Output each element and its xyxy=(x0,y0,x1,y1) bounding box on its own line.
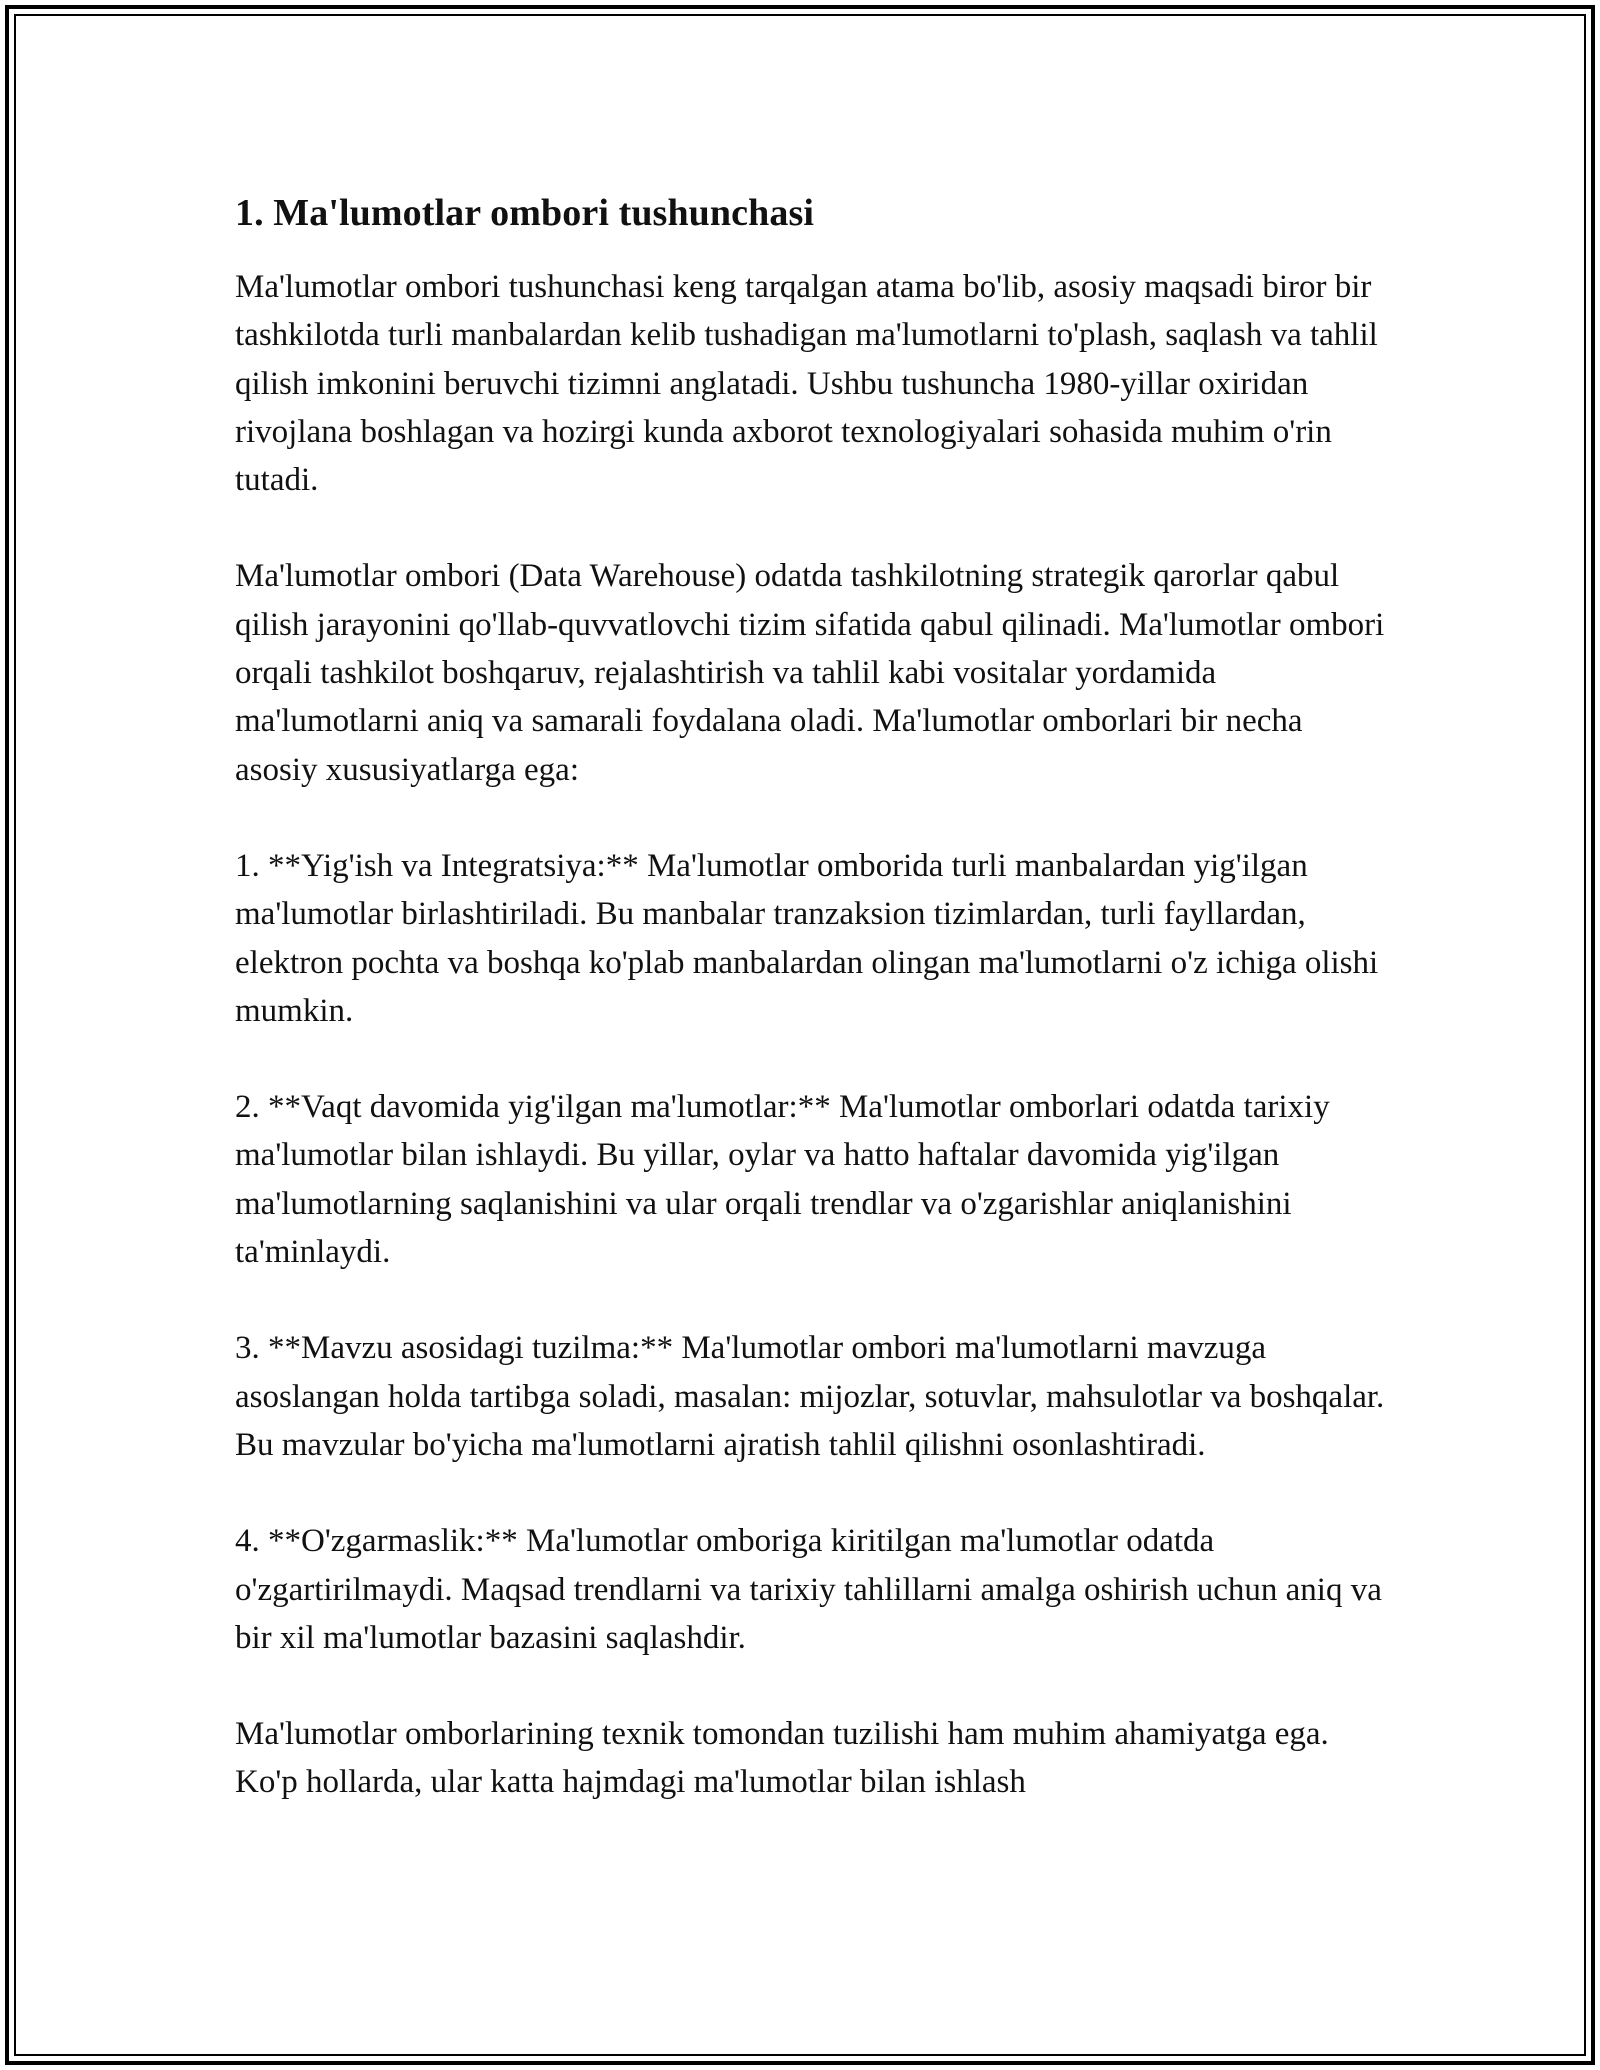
list-item-time-variant: 2. **Vaqt davomida yig'ilgan ma'lumotlar:** Ma'lumotlar omborlari odatda tarixiy ma'lumotlar bilan ishlaydi. Bu yillar, oylar va hatto haftalar davomida yig'ilgan ma'lumotlarning saqlanishini va ular orqali trendlar va o'zgarishlar aniqlanishini ta'minlaydi. xyxy=(235,1089,1330,1271)
paragraph-technical-structure: Ma'lumotlar omborlarining texnik tomondan tuzilishi ham muhim ahamiyatga ega. Ko'p hollarda, ular katta hajmdagi ma'lumotlar bilan ishlash xyxy=(235,1716,1329,1801)
paragraph-intro: Ma'lumotlar ombori tushunchasi keng tarqalgan atama bo'lib, asosiy maqsadi biror bir tashkilotda turli manbalardan kelib tushadigan ma'lumotlarni to'plash, saqlash va tahlil qilish imkonini beruvchi tizimni anglatadi. Ushbu tushuncha 1980-yillar oxiridan rivojlana boshlagan va hozirgi kunda axborot texnologiyalari sohasida muhim o'rin tutadi. xyxy=(235,269,1378,499)
paragraph-data-warehouse: Ma'lumotlar ombori (Data Warehouse) odatda tashkilotning strategik qarorlar qabul qilish jarayonini qo'llab-quvvatlovchi tizim sifatida qabul qilinadi. Ma'lumotlar ombori orqali tashkilot boshqaruv, rejalashtirish va tahlil kabi vositalar yordamida ma'lumotlarni aniq va samarali foydalana oladi. Ma'lumotlar omborlari bir necha asosiy xususiyatlarga ega: xyxy=(235,558,1385,788)
list-item-integration: 1. **Yig'ish va Integratsiya:** Ma'lumotlar omborida turli manbalardan yig'ilgan ma'lumotlar birlashtiriladi. Bu manbalar tranzaksion tizimlardan, turli fayllardan, elektron pochta va boshqa ko'plab manbalardan olingan ma'lumotlarni o'z ichiga olishi mumkin. xyxy=(235,847,1379,1029)
document-body xyxy=(235,185,1385,1855)
list-item-non-volatile: 4. **O'zgarmaslik:** Ma'lumotlar omboriga kiritilgan ma'lumotlar odatda o'zgartirilmaydi. Maqsad trendlarni va tarixiy tahlillarni amalga oshirish uchun aniq va bir xil ma'lumotlar bazasini saqlashdir. xyxy=(235,1523,1382,1656)
list-item-subject-oriented: 3. **Mavzu asosidagi tuzilma:** Ma'lumotlar ombori ma'lumotlarni mavzuga asoslangan holda tartibga soladi, masalan: mijozlar, sotuvlar, mahsulotlar va boshqalar. Bu mavzular bo'yicha ma'lumotlarni ajratish tahlil qilishni osonlashtiradi. xyxy=(235,1330,1385,1463)
document-title: 1. Ma'lumotlar ombori tushunchasi xyxy=(235,192,814,234)
